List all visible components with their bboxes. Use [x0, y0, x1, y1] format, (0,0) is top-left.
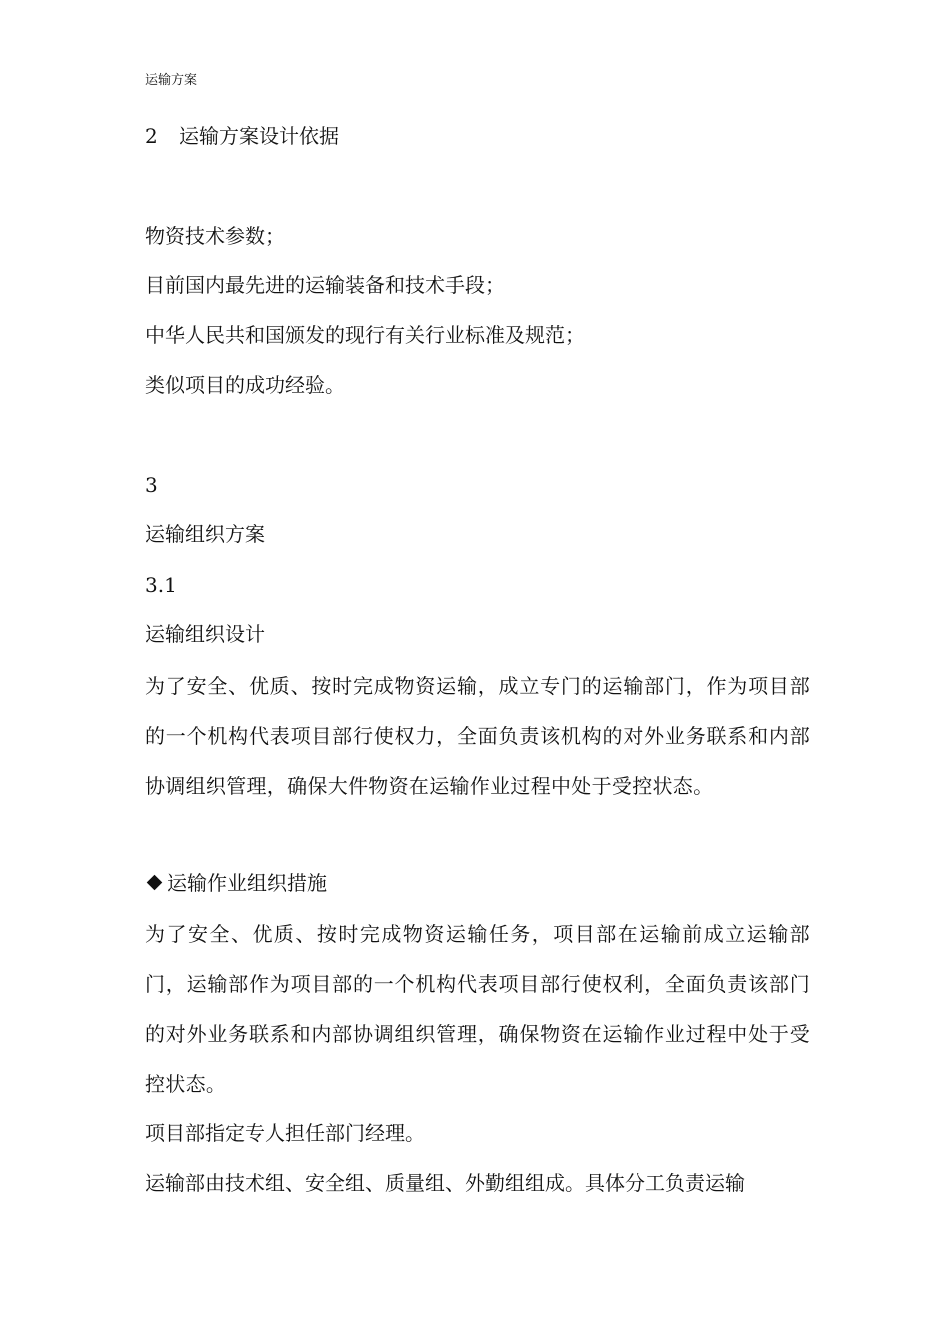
running-header: 运输方案 [145, 73, 198, 88]
paragraph-team-composition: 运输部由技术组、安全组、质量组、外勤组组成。具体分工负责运输 [145, 1171, 745, 1195]
section-3-1-title: 运输组织设计 [145, 622, 265, 646]
diamond-bullet-icon [147, 875, 163, 891]
paragraph-org-measures: 为了安全、优质、按时完成物资运输任务，项目部在运输前成立运输部门，运输部作为项目部的一个机构代表项目部行使权利，全面负责该部门的对外业务联系和内部协调组织管理，确保物资在运输作业过程中处于受控状态。 [145, 922, 810, 1096]
basis-item-4: 类似项目的成功经验。 [145, 373, 345, 397]
section-3-1-number: 3.1 [145, 573, 177, 597]
section-3-number: 3 [145, 473, 158, 497]
bullet-heading [145, 868, 327, 898]
section-2-number: 2 [145, 124, 158, 148]
basis-item-2: 目前国内最先进的运输装备和技术手段； [145, 273, 505, 297]
paragraph-manager: 项目部指定专人担任部门经理。 [145, 1121, 425, 1145]
paragraph-org-design: 为了安全、优质、按时完成物资运输，成立专门的运输部门，作为项目部的一个机构代表项目部行使权力，全面负责该机构的对外业务联系和内部协调组织管理，确保大件物资在运输作业过程中处于受控状态。 [145, 674, 810, 798]
bullet-heading-text: 运输作业组织措施 [167, 871, 327, 895]
basis-item-3: 中华人民共和国颁发的现行有关行业标准及规范； [145, 323, 585, 347]
basis-item-1: 物资技术参数； [145, 224, 285, 248]
section-2-heading [145, 121, 339, 151]
section-2-title: 运输方案设计依据 [179, 124, 339, 148]
section-3-title: 运输组织方案 [145, 522, 265, 546]
